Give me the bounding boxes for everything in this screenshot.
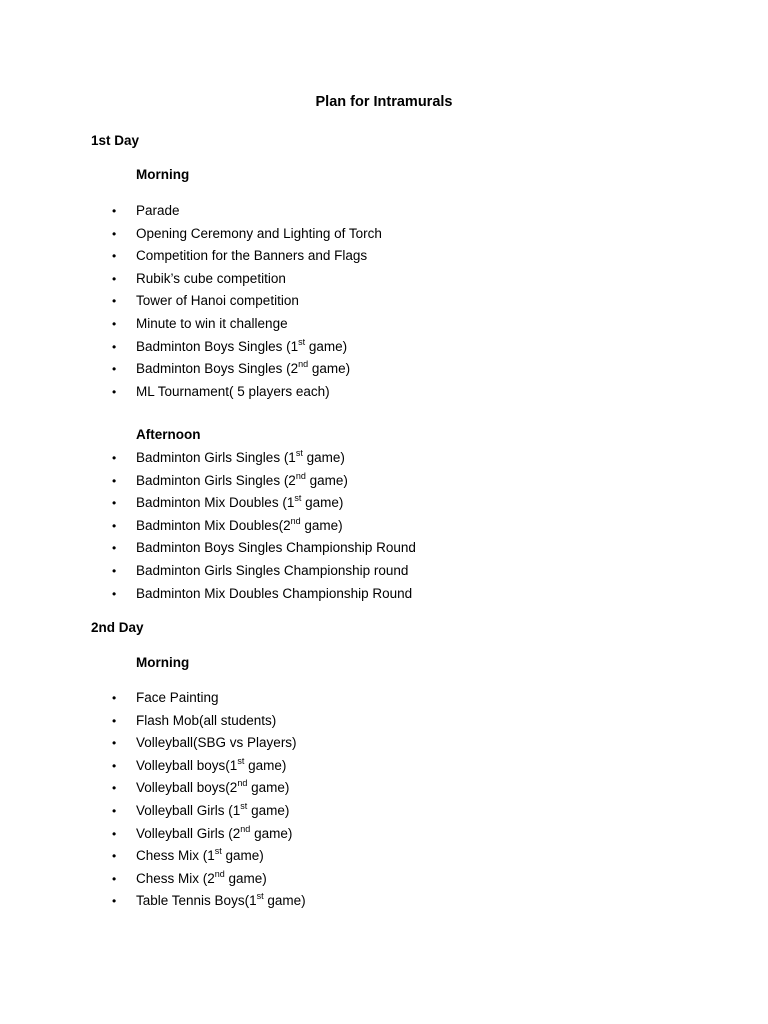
bullet-icon: • (112, 473, 117, 488)
bullet-icon: • (112, 736, 117, 751)
list-item (0, 687, 306, 710)
item-text-suffix: game) (302, 450, 345, 465)
item-text: Badminton Boys Singles (2 (136, 361, 299, 377)
item-text-suffix: game) (224, 870, 267, 886)
item-text-suffix: game) (301, 495, 344, 511)
item-text: Badminton Boys Singles (1 (136, 338, 299, 354)
item-text-suffix: game) (305, 472, 348, 488)
bullet-icon: • (112, 384, 117, 399)
item-text-suffix: game) (247, 802, 290, 818)
item-text: Minute to win it challenge (136, 315, 288, 331)
list-item (0, 710, 306, 733)
item-text: Face Painting (136, 690, 219, 705)
list-item (0, 492, 416, 515)
item-text: Badminton Girls Singles Championship round (136, 562, 409, 578)
ordinal-suffix: st (237, 755, 245, 766)
list-item (0, 823, 306, 846)
session-heading: Morning (136, 655, 190, 670)
bullet-icon: • (112, 781, 117, 796)
item-text: Competition for the Banners and Flags (136, 248, 368, 264)
bullet-icon: • (112, 316, 117, 331)
bullet-icon: • (112, 249, 117, 264)
item-text: Tower of Hanoi competition (136, 293, 299, 309)
item-text: Volleyball Girls (2 (136, 825, 241, 841)
ordinal-suffix: st (214, 846, 222, 857)
list-item (0, 537, 416, 560)
item-text: Volleyball boys(1 (136, 757, 238, 773)
item-text: Rubik’s cube competition (136, 270, 286, 286)
item-text: Table Tennis Boys(1 (136, 893, 257, 909)
list-item (0, 755, 306, 778)
ordinal-suffix: st (295, 448, 303, 458)
item-text: Flash Mob(all students) (136, 712, 277, 728)
item-text-suffix: game) (221, 848, 264, 864)
list-item (0, 515, 416, 538)
item-text: Badminton Mix Doubles(2 (136, 517, 291, 533)
bullet-icon: • (112, 271, 117, 286)
ordinal-suffix: st (298, 336, 306, 347)
list-item (0, 560, 416, 583)
list-item (0, 223, 382, 246)
ordinal-suffix: nd (214, 868, 225, 879)
day-heading: 1st Day (91, 133, 140, 148)
item-text: Badminton Boys Singles Championship Round (136, 540, 416, 556)
bullet-icon: • (112, 871, 117, 886)
item-text-suffix: game) (300, 517, 343, 533)
bullet-icon: • (112, 451, 117, 465)
ordinal-suffix: nd (298, 359, 309, 370)
list-item (0, 358, 382, 381)
bullet-icon: • (112, 826, 117, 841)
item-text: Badminton Girls Singles (1 (136, 450, 296, 465)
item-text: Opening Ceremony and Lighting of Torch (136, 225, 382, 241)
list-item (0, 732, 306, 755)
list-item (0, 313, 382, 336)
item-text-suffix: game) (263, 893, 306, 909)
list-item (0, 290, 382, 313)
bullet-icon: • (112, 541, 117, 556)
ordinal-suffix: st (294, 493, 302, 504)
list-item (0, 845, 306, 868)
bullet-icon: • (112, 563, 117, 578)
list-item (0, 583, 416, 606)
item-text-suffix: game) (247, 780, 290, 796)
document-title: Plan for Intramurals (315, 94, 453, 110)
list-item (0, 200, 382, 223)
ordinal-suffix: nd (237, 778, 248, 789)
item-text: Parade (136, 203, 180, 218)
item-text: Volleyball boys(2 (136, 780, 238, 796)
bullet-icon: • (112, 294, 117, 309)
bullet-icon: • (112, 339, 117, 354)
ordinal-suffix: nd (295, 470, 306, 481)
list-item (0, 777, 306, 800)
bullet-icon: • (112, 586, 117, 601)
bullet-icon: • (112, 713, 117, 728)
item-text-suffix: game) (308, 361, 351, 377)
item-text-suffix: game) (250, 825, 293, 841)
session-heading: Afternoon (136, 427, 201, 442)
ordinal-suffix: nd (290, 515, 301, 526)
item-text: Badminton Mix Doubles Championship Round (136, 585, 413, 601)
bullet-icon: • (112, 691, 117, 705)
ordinal-suffix: nd (240, 823, 251, 834)
bullet-icon: • (112, 803, 117, 818)
item-text: Volleyball(SBG vs Players) (136, 735, 297, 751)
bullet-list (0, 200, 382, 403)
bullet-icon: • (112, 204, 117, 218)
item-text-suffix: game) (244, 757, 287, 773)
bullet-icon: • (112, 518, 117, 533)
list-item (0, 868, 306, 891)
list-item (0, 470, 416, 493)
list-item (0, 890, 306, 913)
bullet-icon: • (112, 849, 117, 864)
bullet-icon: • (112, 496, 117, 511)
list-item (0, 245, 382, 268)
ordinal-suffix: st (256, 891, 264, 902)
bullet-icon: • (112, 362, 117, 377)
bullet-icon: • (112, 894, 117, 909)
list-item (0, 268, 382, 291)
ordinal-suffix: st (240, 800, 248, 811)
bullet-list (0, 447, 416, 605)
item-text-suffix: game) (305, 338, 348, 354)
day-heading: 2nd Day (91, 620, 144, 635)
item-text: Chess Mix (2 (136, 870, 215, 886)
bullet-icon: • (112, 758, 117, 773)
list-item (0, 381, 382, 404)
item-text: Volleyball Girls (1 (136, 802, 241, 818)
item-text: ML Tournament( 5 players each) (136, 383, 330, 399)
list-item (0, 800, 306, 823)
bullet-icon: • (112, 226, 117, 241)
session-heading: Morning (136, 167, 190, 182)
list-item (0, 447, 416, 470)
list-item (0, 336, 382, 359)
bullet-list (0, 687, 306, 913)
item-text: Badminton Mix Doubles (1 (136, 495, 295, 511)
item-text: Chess Mix (1 (136, 848, 215, 864)
item-text: Badminton Girls Singles (2 (136, 472, 296, 488)
